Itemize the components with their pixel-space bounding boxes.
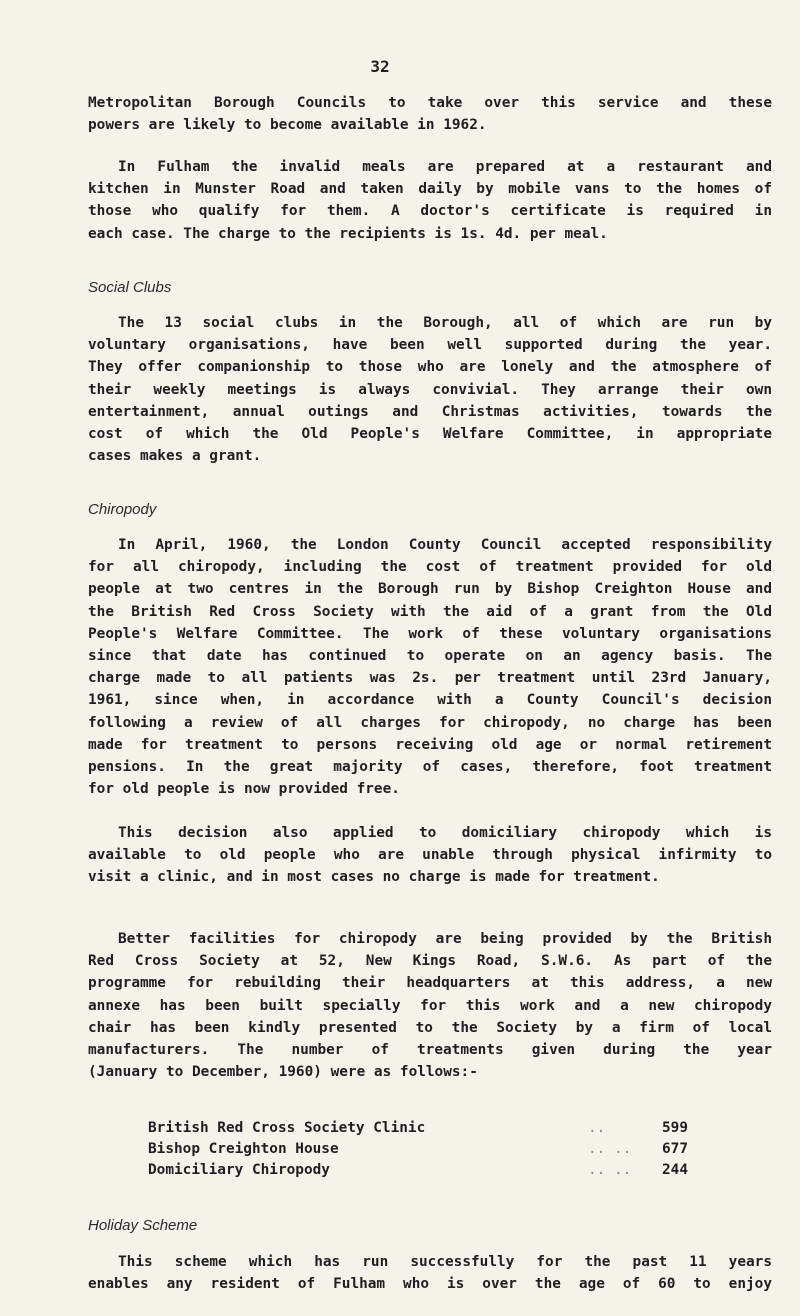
- table-cell-label: Bishop Creighton House: [148, 1140, 339, 1157]
- text-line: visit a clinic, and in most cases no charge is made for treatment.: [88, 869, 660, 886]
- chiropody-paragraph-1: [88, 534, 772, 800]
- text-line: each case. The charge to the recipients is 1s. 4d. per meal.: [88, 225, 608, 242]
- text-line: They offer companionship to those who are lonely and the atmosphere of: [88, 359, 772, 376]
- chiropody-paragraph-3: [88, 928, 772, 1083]
- text-line: programme for rebuilding their headquarters at this address, a new: [88, 975, 772, 992]
- table-cell-value: 599: [662, 1119, 688, 1136]
- page-number: 32: [370, 57, 390, 76]
- table-cell-value: 244: [662, 1161, 688, 1178]
- table-row: [148, 1159, 688, 1180]
- text-line: manufacturers. The number of treatments given during the year: [88, 1042, 772, 1059]
- social-clubs-paragraph: [88, 312, 772, 467]
- table-row: [148, 1117, 688, 1138]
- text-line: cases makes a grant.: [88, 448, 262, 465]
- text-line: Metropolitan Borough Councils to take over this service and these: [88, 95, 772, 111]
- text-line: enables any resident of Fulham who is over the age of 60 to enjoy: [88, 1276, 772, 1293]
- text-line: voluntary organisations, have been well supported during the year.: [88, 337, 772, 354]
- text-line: the British Red Cross Society with the aid of a grant from the Old: [88, 603, 772, 620]
- text-line: cost of which the Old People's Welfare Committee, in appropriate: [88, 426, 772, 443]
- text-line: (January to December, 1960) were as follows:-: [88, 1064, 478, 1081]
- text-line: following a review of all charges for chiropody, no charge has been: [88, 714, 772, 731]
- table-cell-leader: .. ..: [588, 1140, 632, 1157]
- text-line: entertainment, annual outings and Christmas activities, towards the: [88, 403, 772, 420]
- text-line: people at two centres in the Borough run by Bishop Creighton House and: [88, 581, 772, 598]
- text-line: those who qualify for them. A doctor's certificate is required in: [88, 203, 772, 220]
- text-line: their weekly meetings is always convivial. They arrange their own: [88, 381, 772, 398]
- text-line: This scheme which has run successfully for the past 11 years: [118, 1254, 772, 1270]
- social-clubs-heading: Social Clubs: [88, 279, 172, 296]
- table-cell-label: Domiciliary Chiropody: [148, 1161, 330, 1178]
- text-line: made for treatment to persons receiving old age or normal retirement: [88, 736, 772, 753]
- text-line: powers are likely to become available in 1962.: [88, 117, 487, 134]
- holiday-scheme-heading: Holiday Scheme: [88, 1217, 198, 1234]
- text-line: since that date has continued to operate on an agency basis. The: [88, 648, 772, 665]
- table-cell-leader: ..: [588, 1119, 606, 1136]
- text-line: for all chiropody, including the cost of treatment provided for old: [88, 559, 772, 576]
- text-line: kitchen in Munster Road and taken daily by mobile vans to the homes of: [88, 181, 772, 198]
- treatments-table: [148, 1117, 688, 1180]
- text-line: Better facilities for chiropody are being provided by the British: [118, 931, 772, 947]
- text-line: annexe has been built specially for this work and a new chiropody: [88, 997, 772, 1014]
- text-line: for old people is now provided free.: [88, 781, 400, 798]
- text-line: The 13 social clubs in the Borough, all of which are run by: [118, 315, 772, 331]
- table-cell-label: British Red Cross Society Clinic: [148, 1119, 426, 1136]
- text-line: 1961, since when, in accordance with a County Council's decision: [88, 692, 772, 709]
- intro-paragraph: [88, 92, 772, 136]
- table-cell-leader: .. ..: [588, 1161, 632, 1178]
- meals-paragraph: [88, 156, 772, 245]
- text-line: In April, 1960, the London County Council accepted responsibility: [118, 537, 772, 553]
- text-line: pensions. In the great majority of cases, therefore, foot treatment: [88, 759, 772, 776]
- text-line: Red Cross Society at 52, New Kings Road, S.W.6. As part of the: [88, 953, 772, 970]
- table-cell-value: 677: [662, 1140, 688, 1157]
- chiropody-heading: Chiropody: [88, 501, 157, 518]
- text-line: chair has been kindly presented to the Society by a firm of local: [88, 1019, 772, 1036]
- table-row: [148, 1138, 688, 1159]
- text-line: In Fulham the invalid meals are prepared at a restaurant and: [118, 159, 772, 175]
- text-line: available to old people who are unable through physical infirmity to: [88, 847, 772, 864]
- text-line: This decision also applied to domiciliary chiropody which is: [118, 825, 772, 841]
- holiday-scheme-paragraph: [88, 1251, 772, 1295]
- chiropody-paragraph-2: [88, 822, 772, 889]
- text-line: People's Welfare Committee. The work of these voluntary organisations: [88, 625, 772, 642]
- text-line: charge made to all patients was 2s. per treatment until 23rd January,: [88, 670, 772, 687]
